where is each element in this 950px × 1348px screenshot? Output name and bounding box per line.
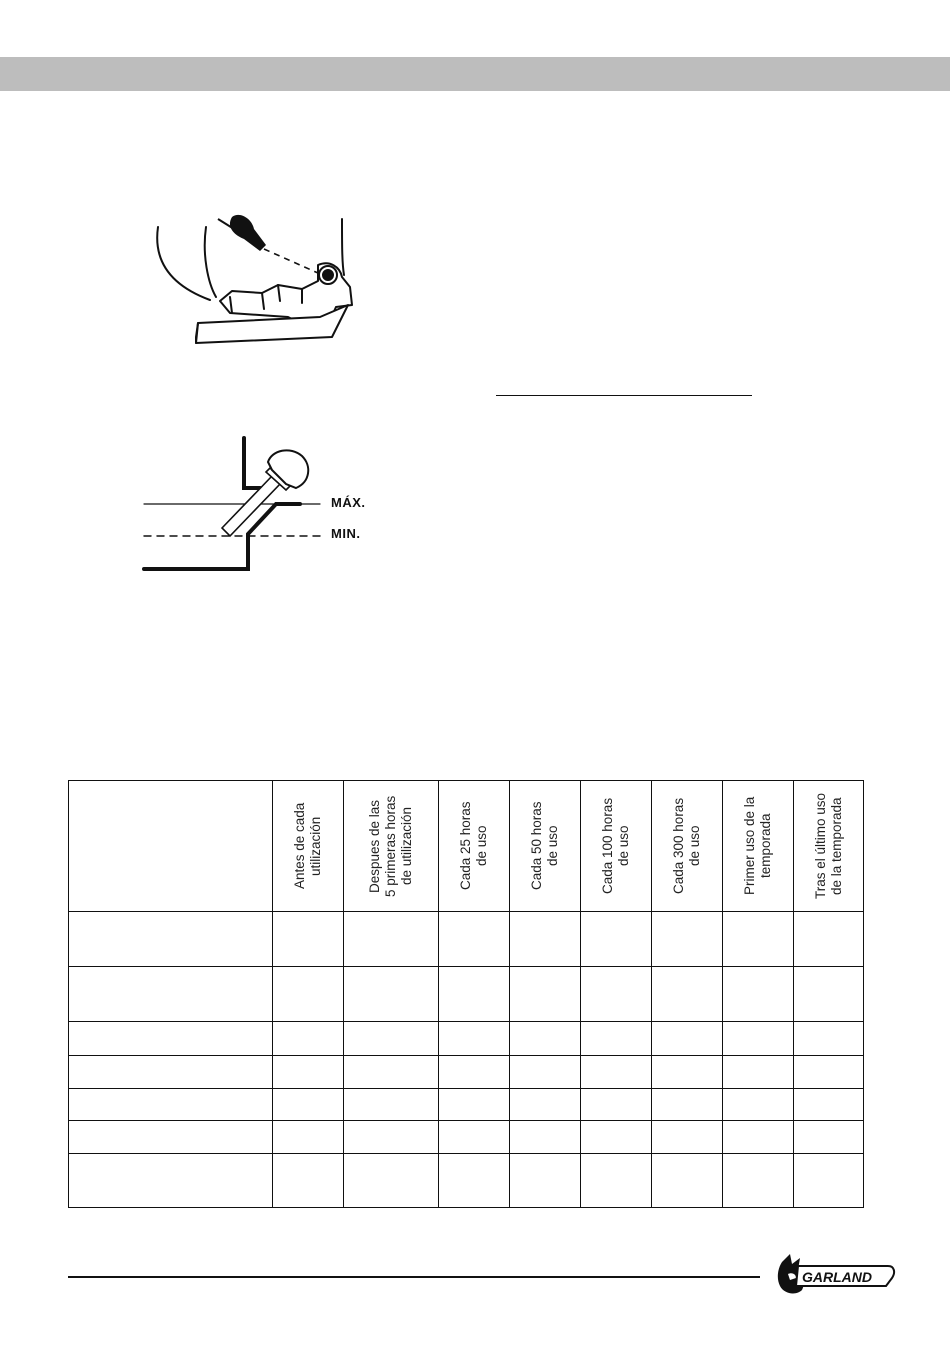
- table-cell: [581, 1153, 652, 1207]
- table-cell: [69, 1056, 273, 1088]
- table-cell: [723, 912, 794, 967]
- table-cell: [273, 1153, 344, 1207]
- table-cell: [344, 1153, 439, 1207]
- table-cell: [794, 1120, 864, 1153]
- table-cell: [794, 967, 864, 1022]
- table-row: [69, 967, 864, 1022]
- table-cell: [723, 1088, 794, 1120]
- engine-illustration: [150, 205, 370, 355]
- table-cell: [273, 1056, 344, 1088]
- table-cell: [652, 1120, 723, 1153]
- table-cell: [344, 1088, 439, 1120]
- underline-rule: [496, 395, 752, 396]
- table-cell: [439, 1153, 510, 1207]
- table-cell: [794, 1022, 864, 1056]
- table-cell: [581, 1022, 652, 1056]
- table-cell: [69, 1153, 273, 1207]
- table-cell: [652, 1088, 723, 1120]
- header-every-100-hours: Cada 100 horas de uso: [581, 781, 652, 912]
- table-cell: [273, 912, 344, 967]
- table-cell: [273, 1120, 344, 1153]
- header-every-300-hours: Cada 300 horas de uso: [652, 781, 723, 912]
- table-row: [69, 1056, 864, 1088]
- header-after-last-use-of-season: Tras el último uso de la temporada: [794, 781, 864, 912]
- table-cell: [794, 912, 864, 967]
- table-cell: [439, 912, 510, 967]
- table-cell: [69, 1088, 273, 1120]
- table-cell: [510, 912, 581, 967]
- table-cell: [439, 1088, 510, 1120]
- table-cell: [344, 1120, 439, 1153]
- table-cell: [69, 912, 273, 967]
- table-cell: [439, 1056, 510, 1088]
- table-cell: [510, 1088, 581, 1120]
- table-cell: [510, 1056, 581, 1088]
- table-cell: [794, 1153, 864, 1207]
- header-every-25-hours: Cada 25 horas de uso: [439, 781, 510, 912]
- table-cell: [344, 912, 439, 967]
- garland-logo: [776, 1252, 896, 1296]
- table-cell: [652, 912, 723, 967]
- max-level-label: MÁX.: [331, 495, 366, 510]
- table-cell: [652, 1056, 723, 1088]
- table-cell: [510, 1022, 581, 1056]
- table-cell: [581, 967, 652, 1022]
- table-cell: [69, 967, 273, 1022]
- header-bar: [0, 57, 950, 91]
- table-cell: [439, 967, 510, 1022]
- table-cell: [69, 1022, 273, 1056]
- table-cell: [273, 1022, 344, 1056]
- table-cell: [723, 1153, 794, 1207]
- table-cell: [273, 1088, 344, 1120]
- table-cell: [510, 1153, 581, 1207]
- table-cell: [581, 1088, 652, 1120]
- table-cell: [794, 1088, 864, 1120]
- table-cell: [794, 1056, 864, 1088]
- table-row: [69, 1088, 864, 1120]
- table-cell: [723, 967, 794, 1022]
- header-after-first-5-hours: Despues de las 5 primeras horas de utilización: [344, 781, 439, 912]
- table-cell: [344, 1022, 439, 1056]
- min-level-label: MIN.: [331, 526, 361, 541]
- table-cell: [723, 1056, 794, 1088]
- maintenance-schedule-table: [68, 780, 864, 1208]
- footer-rule: [68, 1276, 760, 1278]
- table-cell: [344, 1056, 439, 1088]
- header-before-each-use: Antes de cada utilización: [273, 781, 344, 912]
- table-row: [69, 912, 864, 967]
- table-cell: [581, 912, 652, 967]
- table-cell: [652, 1022, 723, 1056]
- table-cell: [652, 967, 723, 1022]
- table-cell: [273, 967, 344, 1022]
- table-header-row: [69, 781, 864, 912]
- table-cell: [581, 1120, 652, 1153]
- table-cell: [510, 967, 581, 1022]
- table-row: [69, 1120, 864, 1153]
- table-row: [69, 1022, 864, 1056]
- table-cell: [69, 1120, 273, 1153]
- table-cell: [723, 1120, 794, 1153]
- table-cell: [510, 1120, 581, 1153]
- dipstick-level-illustration: [140, 432, 340, 577]
- svg-text:GARLAND: GARLAND: [802, 1269, 872, 1285]
- table-cell: [439, 1120, 510, 1153]
- table-cell: [581, 1056, 652, 1088]
- table-cell: [723, 1022, 794, 1056]
- header-task-column: [69, 781, 273, 912]
- table-row: [69, 1153, 864, 1207]
- header-every-50-hours: Cada 50 horas de uso: [510, 781, 581, 912]
- table-cell: [344, 967, 439, 1022]
- table-cell: [439, 1022, 510, 1056]
- header-first-use-of-season: Primer uso de la temporada: [723, 781, 794, 912]
- table-cell: [652, 1153, 723, 1207]
